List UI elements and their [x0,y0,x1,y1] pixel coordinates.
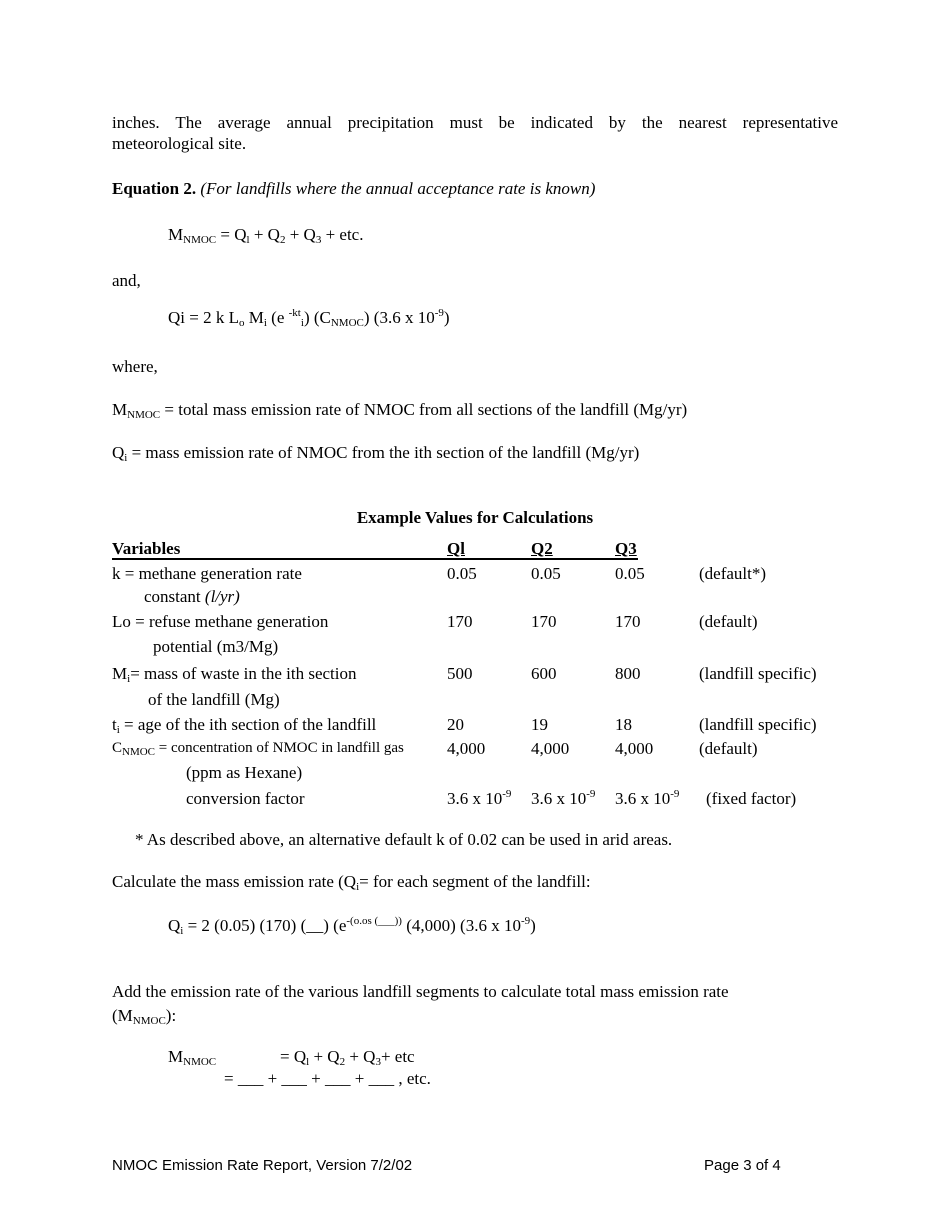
cell-value: 3.6 x 10 [447,789,503,808]
header-divider [112,558,638,560]
cell-note: (landfill specific) [699,715,817,734]
cell-value: 3.6 x 10 [615,789,671,808]
subscript: NMOC [127,409,161,421]
superscript: -kt [288,307,301,319]
cell-note: (fixed factor) [706,789,797,808]
variable-symbol: M [112,664,128,683]
cell-q1: 170 [447,612,473,631]
cell-q1: 500 [447,664,473,683]
total-equation-lhs [168,1047,216,1067]
variable-text: = concentration of NMOC in landfill gas [155,740,404,756]
variable-label [112,664,356,684]
definition-text: = total mass emission rate of NMOC from all sections of the landfill (Mg/yr) [160,400,688,419]
cell-q2 [531,789,595,809]
subscript: i [127,673,131,685]
blank-field: (__) [300,916,329,935]
cell-value: 3.6 x 10 [531,789,587,808]
superscript: -(o.os (___)) [346,915,402,927]
calc-text: (4,000) (3.6 x 10 [401,916,521,935]
superscript: -9 [502,788,512,800]
subscript: NMOC [330,317,364,329]
cell-note: (default*) [699,564,767,583]
subscript: o [238,317,245,329]
equation-text: + Q [309,1047,340,1066]
cell-q3: 0.05 [615,564,645,583]
equation-text: + Q [285,225,316,244]
equation-text: = Q [280,1047,307,1066]
cell-q3: 800 [615,664,641,683]
cell-q2: 4,000 [531,739,570,758]
superscript: -9 [434,307,444,319]
variable-label [112,715,376,735]
header-q3: Q3 [615,539,637,558]
equation-text: = Q [216,225,247,244]
table-title [0,508,950,528]
symbol-q: Q [168,916,181,935]
equation-qi [168,308,450,328]
equation-note: (For landfills where the annual acceptance rate is known) [200,179,596,198]
variable-symbol: C [112,740,123,756]
subscript: i [263,317,267,329]
equation-text: ) [443,308,450,327]
total-equation-rhs [280,1047,415,1067]
variable-label [112,740,404,757]
subscript: 3 [315,234,322,246]
variable-unit: (l/yr) [204,587,240,606]
cell-q1 [447,789,511,809]
cell-q2: 170 [531,612,557,631]
cell-q1: 4,000 [447,739,486,758]
calc-text: (e [328,916,347,935]
variable-text: constant [144,587,205,606]
calc-text: Calculate the mass emission rate (Q [112,872,357,891]
where-text: where, [112,357,158,376]
calc-text: = 2 (0.05) (170) [183,916,301,935]
superscript: -9 [520,915,531,927]
equation-text: + Q [345,1047,376,1066]
paragraph-precipitation [112,112,838,154]
cell-q2: 0.05 [531,564,561,583]
cell-q1: 0.05 [447,564,477,583]
subscript: i [356,881,360,893]
symbol-m: M [112,400,128,419]
subscript: 3 [375,1056,381,1068]
footer-title: NMOC Emission Rate Report, Version 7/2/02 [112,1157,413,1174]
total-paragraph [112,980,729,1028]
cell-q3: 18 [615,715,632,734]
equation-text: ) (3.6 x 10 [363,308,435,327]
cell-note: (landfill specific) [699,664,817,683]
equation-text: Qi = 2 k L [168,308,239,327]
superscript: -9 [670,788,680,800]
paragraph-line: inches. The average annual precipitation must be indicated by the nearest representative [112,113,838,132]
subscript: 2 [339,1056,346,1068]
equation-text: ) (C [303,308,331,327]
variable-label-cont [144,587,240,607]
cell-q2: 19 [531,715,548,734]
definition-mnmoc [112,400,687,420]
subscript: NMOC [122,746,156,758]
variable-text: = age of the ith section of the landfill [119,715,377,734]
cell-q3: 170 [615,612,641,631]
equation-text: + Q [249,225,280,244]
cell-q2: 600 [531,664,557,683]
header-q2: Q2 [531,539,553,558]
cell-q1: 20 [447,715,464,734]
equation-heading [112,179,595,199]
footer-page-number: Page 3 of 4 [704,1157,781,1174]
subscript: NMOC [183,1056,217,1068]
paragraph-line: meteorological site. [112,134,247,153]
subscript: i [180,925,184,937]
symbol-m: M [168,225,184,244]
variable-label: k = methane generation rate [112,564,302,583]
variable-label-cont: of the landfill (Mg) [148,690,280,709]
equation-text: (e [266,308,289,327]
variable-symbol: t [112,715,117,734]
subscript: l [246,234,250,246]
total-equation-blanks: = ___ + ___ + ___ + ___ , etc. [224,1069,431,1088]
total-text: Add the emission rate of the various landfill segments to calculate total mass emission rate [112,982,729,1001]
calc-intro [112,872,591,892]
variable-label-cont: potential (m3/Mg) [153,637,279,656]
cell-note: (default) [699,739,758,758]
total-text [112,1004,729,1028]
definition-text: = mass emission rate of NMOC from the ith section of the landfill (Mg/yr) [127,443,640,462]
variable-label-cont: (ppm as Hexane) [186,763,303,782]
symbol-m: M [168,1047,184,1066]
equation-text: + etc. [321,225,364,244]
calc-text: ) [530,916,536,935]
subscript: i [300,317,304,329]
variable-label: conversion factor [186,789,305,808]
equation-label: Equation 2. [112,179,197,198]
subscript: NMOC [132,1015,166,1027]
subscript: 2 [279,234,286,246]
header-q1: Ql [447,539,465,558]
header-variables: Variables [112,539,181,558]
subscript: l [306,1056,310,1068]
variable-label: Lo = refuse methane generation [112,612,329,631]
and-text: and, [112,271,141,290]
variable-text: = mass of waste in the ith section [130,664,357,683]
cell-q3 [615,789,679,809]
cell-q3: 4,000 [615,739,654,758]
equation-total [168,225,363,245]
superscript: -9 [586,788,596,800]
table-footnote: * As described above, an alternative default k of 0.02 can be used in arid areas. [135,830,673,849]
total-text-part: (M [112,1006,133,1025]
equation-text: M [244,308,264,327]
total-text-part: ): [165,1006,177,1025]
subscript: i [116,724,120,736]
calc-text: = for each segment of the landfill: [359,872,591,891]
subscript: NMOC [183,234,217,246]
symbol-q: Q [112,443,125,462]
table-title-text: Example Values for Calculations [356,508,594,527]
definition-qi [112,443,639,463]
calc-equation [168,916,536,936]
cell-note: (default) [699,612,758,631]
subscript: i [124,452,128,464]
equation-text: + etc [380,1047,415,1066]
